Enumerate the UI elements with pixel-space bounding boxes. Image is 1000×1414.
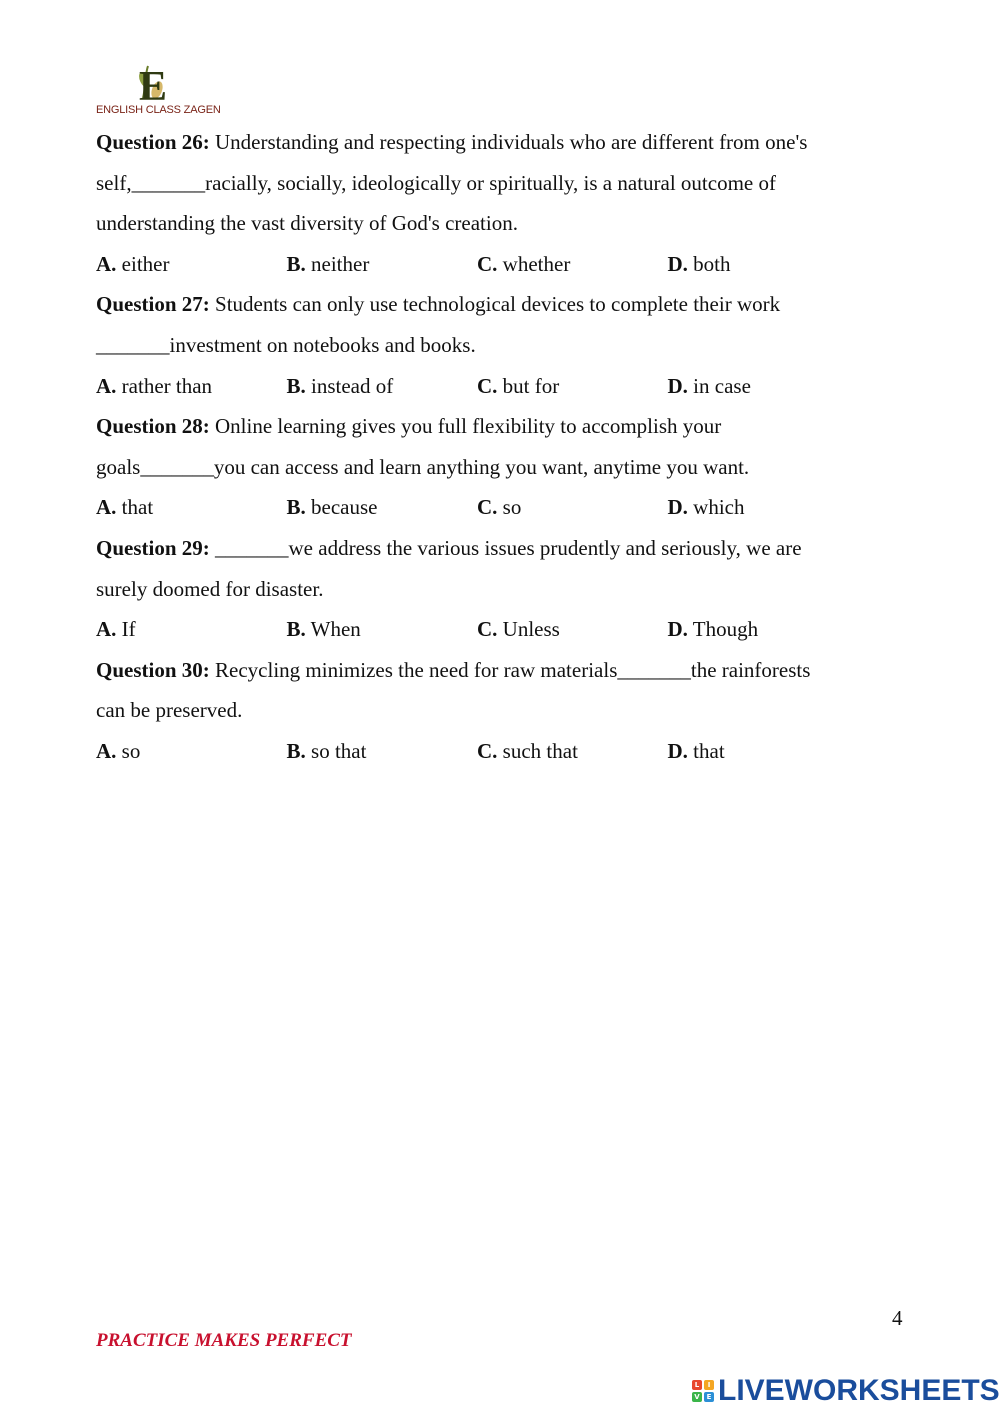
question-line (96, 528, 908, 569)
answer-option[interactable] (287, 609, 478, 650)
answer-option[interactable] (668, 366, 859, 407)
page-number: 4 (892, 1306, 903, 1330)
question-line (96, 569, 908, 610)
brand-icon-tile: V (692, 1392, 702, 1402)
option-letter: B. (286, 617, 306, 642)
question-line (96, 163, 908, 204)
question-list (96, 122, 908, 772)
brand-icon-tile: I (704, 1380, 714, 1390)
answer-option[interactable] (96, 487, 287, 528)
question-label: Question 29: (96, 535, 210, 560)
answer-option[interactable] (668, 731, 859, 772)
answer-option[interactable] (96, 731, 287, 772)
answer-option[interactable] (477, 366, 668, 407)
option-text: such that (502, 738, 578, 763)
logo-letter: E (139, 64, 168, 106)
answer-option[interactable] (287, 244, 478, 285)
option-text: Unless (502, 617, 560, 642)
question-text: Recycling minimizes the need for raw materials_______the rainforests (215, 657, 811, 682)
option-text: but for (502, 373, 560, 398)
liveworksheets-logo-icon (692, 1380, 714, 1402)
answer-option[interactable] (668, 487, 859, 528)
question-text: self,_______racially, socially, ideologically or spiritually, is a natural outcome of (96, 170, 776, 195)
question-text: surely doomed for disaster. (96, 576, 324, 601)
question-label: Question 27: (96, 292, 210, 317)
answer-options (96, 244, 908, 285)
answer-option[interactable] (287, 731, 478, 772)
answer-option[interactable] (96, 244, 287, 285)
answer-option[interactable] (477, 731, 668, 772)
option-text: both (693, 251, 731, 276)
answer-option[interactable] (668, 244, 859, 285)
question-block (96, 650, 908, 772)
answer-option[interactable] (287, 366, 478, 407)
answer-options (96, 609, 908, 650)
option-letter: A. (96, 617, 117, 642)
question-line (96, 122, 908, 163)
option-text: in case (693, 373, 751, 398)
logo-e-icon (136, 60, 170, 106)
question-label: Question 26: (96, 130, 210, 154)
option-text: because (311, 495, 378, 520)
option-text: either (121, 251, 170, 276)
question-line (96, 284, 908, 325)
question-text: _______we address the various issues prudently and seriously, we are (215, 535, 802, 560)
liveworksheets-brand[interactable] (692, 1374, 1000, 1408)
logo (96, 60, 221, 122)
option-letter: D. (667, 617, 688, 642)
option-text: so (121, 738, 141, 763)
option-text: rather than (121, 373, 213, 398)
answer-option[interactable] (477, 244, 668, 285)
question-line (96, 406, 908, 447)
option-letter: B. (286, 373, 306, 398)
option-letter: C. (477, 495, 498, 520)
question-text: understanding the vast diversity of God's creation. (96, 211, 518, 236)
option-text: so (502, 495, 522, 520)
answer-option[interactable] (668, 609, 859, 650)
option-letter: C. (477, 251, 498, 276)
option-letter: A. (96, 738, 117, 763)
question-text: can be preserved. (96, 698, 243, 723)
answer-option[interactable] (96, 366, 287, 407)
question-block (96, 406, 908, 528)
question-line (96, 203, 908, 244)
question-block (96, 122, 908, 284)
option-letter: D. (667, 738, 688, 763)
option-letter: B. (286, 251, 306, 276)
question-text: Students can only use technological devices to complete their work (215, 292, 781, 317)
question-block (96, 284, 908, 406)
option-letter: C. (477, 738, 498, 763)
brand-icon-tile: E (704, 1392, 714, 1402)
option-letter: A. (96, 251, 117, 276)
question-line (96, 650, 908, 691)
option-letter: D. (667, 251, 688, 276)
logo-text: ENGLISH CLASS ZAGEN (96, 104, 221, 116)
option-text: If (121, 617, 136, 642)
question-line (96, 325, 908, 366)
option-text: whether (502, 251, 571, 276)
answer-option[interactable] (96, 609, 287, 650)
option-letter: B. (286, 738, 306, 763)
option-letter: B. (286, 495, 306, 520)
answer-options (96, 487, 908, 528)
option-text: Though (692, 617, 759, 642)
answer-option[interactable] (477, 609, 668, 650)
answer-options (96, 366, 908, 407)
option-text: neither (311, 251, 370, 276)
question-label: Question 28: (96, 414, 210, 439)
question-text: goals_______you can access and learn anything you want, anytime you want. (96, 454, 750, 479)
answer-option[interactable] (287, 487, 478, 528)
option-letter: D. (667, 495, 688, 520)
option-letter: C. (477, 617, 498, 642)
option-letter: A. (96, 495, 117, 520)
option-text: that (121, 495, 154, 520)
answer-option[interactable] (477, 487, 668, 528)
question-label: Question 30: (96, 657, 210, 682)
question-line (96, 690, 908, 731)
brand-text: LIVEWORKSHEETS (718, 1374, 1000, 1407)
question-block (96, 528, 908, 650)
answer-options (96, 731, 908, 772)
option-text: When (310, 617, 361, 642)
option-text: so that (311, 738, 367, 763)
option-text: which (693, 495, 745, 520)
question-line (96, 447, 908, 488)
option-letter: D. (667, 373, 688, 398)
question-text: Understanding and respecting individuals who are different from one's (215, 130, 808, 154)
question-text: _______investment on notebooks and books. (96, 332, 476, 357)
brand-icon-tile: L (692, 1380, 702, 1390)
option-letter: A. (96, 373, 117, 398)
option-text: that (693, 738, 725, 763)
question-text: Online learning gives you full flexibility to accomplish your (215, 414, 722, 439)
option-letter: C. (477, 373, 498, 398)
option-text: instead of (311, 373, 394, 398)
footer-motto: PRACTICE MAKES PERFECT (96, 1330, 352, 1351)
